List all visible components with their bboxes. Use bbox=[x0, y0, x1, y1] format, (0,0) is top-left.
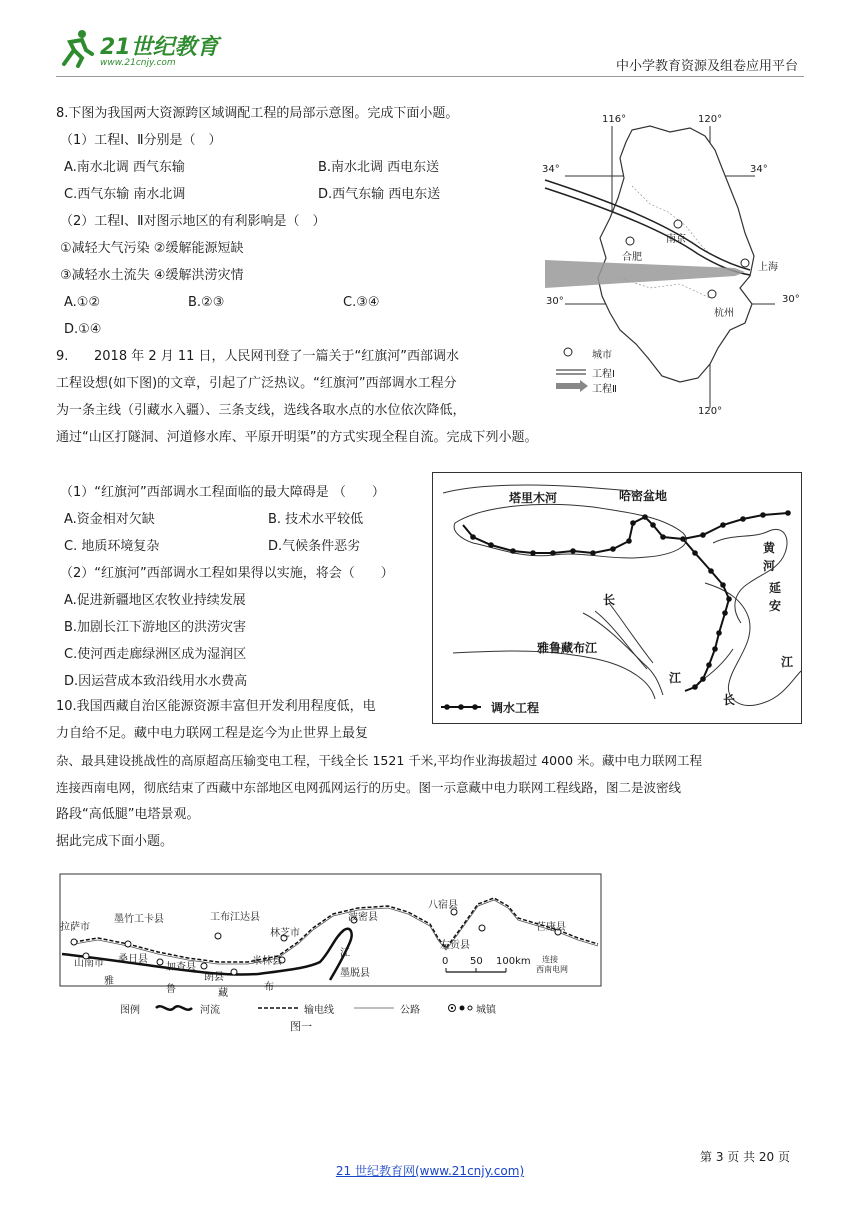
q9-stem-line1: 2018 年 2 月 11 日，人民网刊登了一篇关于“红旗河”西部调水 bbox=[94, 349, 460, 364]
q8-sub2-item-1: ①减轻大气污染 ②缓解能源短缺 bbox=[60, 241, 244, 256]
q9-number: 9. bbox=[56, 349, 69, 364]
map3-jiang: 江 bbox=[340, 948, 350, 959]
q8-sub1-option-d: D.西气东输 西电东送 bbox=[318, 187, 441, 202]
map3-legend-town: 城镇 bbox=[476, 1005, 496, 1016]
map1-lat-30-left: 30° bbox=[546, 296, 564, 307]
map3-bu: 布 bbox=[264, 982, 274, 993]
map1-legend-project2: 工程Ⅱ bbox=[592, 384, 617, 395]
q10-line3: 杂、最具建设挑战性的高原超高压输变电工程，干线全长 1521 千米,平均作业海拔超过 4000 米。藏中电力联网工程 bbox=[56, 753, 702, 768]
map2-label-chang: 长 bbox=[603, 593, 616, 607]
q9-sub1-option-b: B. 技术水平较低 bbox=[268, 512, 364, 527]
q8-sub2-option-c: C.③④ bbox=[343, 295, 380, 310]
q9-sub1: （1）“红旗河”西部调水工程面临的最大障碍是 （ ） bbox=[60, 485, 385, 500]
map3-scale-50: 50 bbox=[470, 956, 483, 967]
map3-jiacha: 加查县 bbox=[166, 962, 196, 973]
q9-stem-line4: 通过“山区打隧洞、河道修水库、平原开明渠”的方式实现全程自流。完成下列小题。 bbox=[56, 430, 538, 445]
q9-sub2-option-d: D.因运营成本致沿线用水水费高 bbox=[64, 674, 248, 689]
map1-lon-116: 116° bbox=[602, 114, 627, 125]
map2-label-yarlung: 雅鲁藏布江 bbox=[537, 641, 598, 655]
map3-connect: 连接 bbox=[542, 955, 558, 964]
q8-sub1: （1）工程Ⅰ、Ⅱ分别是（ ） bbox=[60, 133, 222, 148]
q9-sub2-option-a: A.促进新疆地区农牧业持续发展 bbox=[64, 593, 246, 608]
q8-sub2-option-a: A.①② bbox=[64, 295, 101, 310]
q9-sub2-option-b: B.加剧长江下游地区的洪涝灾害 bbox=[64, 620, 247, 635]
map2-graphic bbox=[433, 473, 801, 723]
q8-sub2: （2）工程Ⅰ、Ⅱ对图示地区的有利影响是（ ） bbox=[60, 214, 326, 229]
map2-label-huanghe-2: 河 bbox=[763, 559, 776, 573]
map3-gongbu: 工布江达县 bbox=[210, 912, 260, 923]
header-divider bbox=[56, 76, 804, 77]
q8-stem: 8.下图为我国两大资源跨区域调配工程的局部示意图。完成下面小题。 bbox=[56, 106, 459, 121]
map3-lu: 鲁 bbox=[166, 984, 176, 995]
map3-shannan: 山南市 bbox=[74, 958, 104, 969]
map3-langxian: 朗县 bbox=[204, 972, 224, 983]
map3-bomi: 波密县 bbox=[348, 912, 378, 923]
map1-lat-34-right: 34° bbox=[750, 164, 768, 175]
q8-sub2-option-b: B.②③ bbox=[188, 295, 225, 310]
map3-legend-title: 图例 bbox=[120, 1005, 140, 1016]
map1-legend-city: 城市 bbox=[592, 350, 612, 361]
map3-figure bbox=[58, 872, 603, 1032]
map2-label-tarim: 塔里木河 bbox=[509, 491, 558, 505]
map1-figure bbox=[540, 108, 805, 420]
map3-ya: 雅 bbox=[104, 976, 114, 987]
page-number: 第 3 页 共 20 页 bbox=[700, 1150, 790, 1164]
map3-scale-100: 100km bbox=[496, 956, 531, 967]
map3-caption: 图一 bbox=[290, 1020, 312, 1033]
map3-scale-0: 0 bbox=[442, 956, 449, 967]
q9-sub2-option-c: C.使河西走廊绿洲区成为湿润区 bbox=[64, 647, 247, 662]
map1-city-shanghai: 上海 bbox=[758, 262, 778, 273]
map3-zuogong: 左贡县 bbox=[440, 940, 470, 951]
logo-text: 21世纪教育 bbox=[100, 35, 219, 60]
map2-figure bbox=[432, 472, 802, 724]
map1-lon-120-bottom: 120° bbox=[698, 406, 723, 417]
q10-line4: 连接西南电网，彻底结束了西藏中东部地区电网孤网运行的历史。图一示意藏中电力联网工程线路，图二是波密线 bbox=[56, 780, 682, 795]
q9-stem-line2: 工程设想(如下图)的文章，引起了广泛热议。“红旗河”西部调水工程分 bbox=[56, 376, 457, 391]
map2-label-chang-2: 长 bbox=[723, 693, 736, 707]
map1-lat-30-right: 30° bbox=[782, 294, 800, 305]
q9-sub1-option-c: C. 地质环境复杂 bbox=[64, 539, 160, 554]
platform-title: 中小学教育资源及组卷应用平台 bbox=[615, 59, 798, 74]
map1-city-nanjing: 南京 bbox=[666, 234, 686, 245]
q8-sub1-option-b: B.南水北调 西电东送 bbox=[318, 160, 440, 175]
map3-mozhu: 墨竹工卡县 bbox=[114, 914, 164, 925]
map3-legend-line: 输电线 bbox=[304, 1005, 334, 1016]
map2-label-yanan-1: 延 bbox=[769, 581, 782, 595]
map3-lhasa: 拉萨市 bbox=[60, 922, 90, 933]
map2-label-huanghe-1: 黄 bbox=[763, 541, 776, 555]
map2-label-yanan-2: 安 bbox=[769, 599, 782, 613]
map3-legend-river: 河流 bbox=[200, 1005, 220, 1016]
q10-line1: 10.我国西藏自治区能源资源丰富但开发利用程度低，电 bbox=[56, 699, 376, 714]
logo-runner-icon bbox=[56, 28, 96, 68]
map3-zang: 藏 bbox=[218, 988, 228, 999]
q9-stem-line3: 为一条主线（引藏水入疆）、三条支线，选线各取水点的水位依次降低， bbox=[56, 403, 466, 418]
q10-line2: 力自给不足。藏中电力联网工程是迄今为止世界上最复 bbox=[56, 726, 369, 741]
map3-sangri: 桑日县 bbox=[118, 954, 148, 965]
logo-url: www.21cnjy.com bbox=[100, 58, 176, 68]
map3-milin: 米林县 bbox=[252, 956, 282, 967]
map3-mangkang: 芒康县 bbox=[536, 922, 566, 933]
map1-city-hangzhou: 杭州 bbox=[714, 308, 734, 319]
q8-sub2-item-2: ③减轻水土流失 ④缓解洪涝灾情 bbox=[60, 268, 244, 283]
map1-legend-project1: 工程Ⅰ bbox=[592, 369, 615, 380]
q9-sub1-option-a: A.资金相对欠缺 bbox=[64, 512, 155, 527]
map3-legend-road: 公路 bbox=[400, 1005, 420, 1016]
map1-city-hefei: 合肥 bbox=[622, 252, 642, 263]
q8-sub1-option-c: C.西气东输 南水北调 bbox=[64, 187, 186, 202]
map3-linzhi: 林芝市 bbox=[270, 928, 300, 939]
q8-sub1-option-a: A.南水北调 西气东输 bbox=[64, 160, 185, 175]
q9-sub2: （2）“红旗河”西部调水工程如果得以实施，将会（ ） bbox=[60, 566, 394, 581]
map3-motuo: 墨脱县 bbox=[340, 968, 370, 979]
map2-label-jiang-1: 江 bbox=[669, 671, 682, 685]
q9-sub1-option-d: D.气候条件恶劣 bbox=[268, 539, 361, 554]
footer-site-link[interactable]: 21 世纪教育网(www.21cnjy.com) bbox=[335, 1164, 525, 1178]
q10-line6: 据此完成下面小题。 bbox=[56, 834, 174, 849]
map1-lon-120-top: 120° bbox=[698, 114, 723, 125]
map2-label-jiang-2: 江 bbox=[781, 655, 794, 669]
q10-line5: 路段“高低腿”电塔景观。 bbox=[56, 807, 200, 822]
q8-sub2-option-d: D.①④ bbox=[64, 322, 102, 337]
map3-basu: 八宿县 bbox=[428, 900, 458, 911]
map3-xinan: 西南电网 bbox=[536, 965, 568, 974]
map1-lat-34-left: 34° bbox=[542, 164, 560, 175]
map2-legend: 调水工程 bbox=[491, 701, 540, 715]
map2-label-hami: 哈密盆地 bbox=[619, 489, 668, 503]
